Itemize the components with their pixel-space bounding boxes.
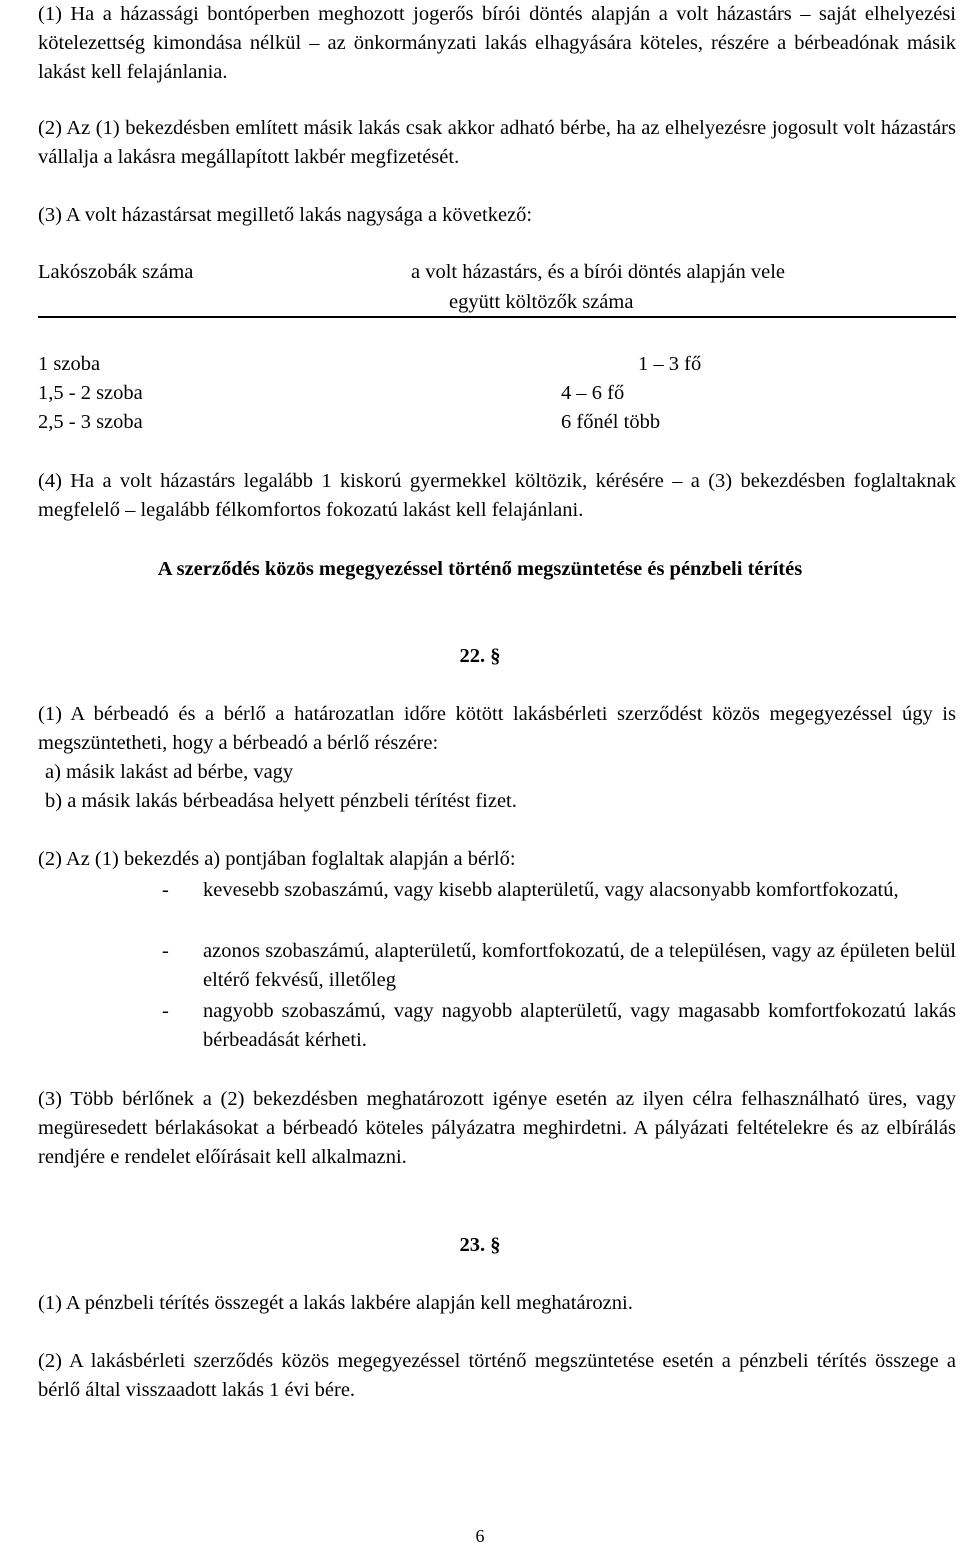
rooms-cell: 2,5 - 3 szoba (38, 411, 143, 433)
section-number-23: 23. § (459, 1234, 501, 1256)
col-header-persons-line1: a volt házastárs, és a bírói döntés alapján vele (411, 261, 785, 283)
paragraph-4: (4) Ha a volt házastárs legalább 1 kiskorú gyermekkel költözik, kérésére – a (3) bekezdésben foglaltaknak megfelelő – legalább félkomfortos fokozatú lakást kell felajánlani. (38, 470, 956, 521)
list-item-text: kevesebb szobaszámú, vagy kisebb alapterületű, vagy alacsonyabb komfortfokozatú, (203, 879, 899, 901)
dash-bullet: - (162, 1000, 169, 1022)
list-item (162, 997, 956, 1055)
col-header-persons-line2: együtt költözők száma (449, 291, 634, 313)
page-number: 6 (475, 1526, 485, 1546)
s22-paragraph-1: (1) A bérbeadó és a bérlő a határozatlan időre kötött lakásbérleti szerződést közös megegyezéssel úgy is megszüntetheti, hogy a bérbeadó a bérlő részére: (38, 703, 956, 754)
s22-item-a: a) másik lakást ad bérbe, vagy (45, 761, 294, 783)
table-row (38, 379, 956, 408)
list-item (162, 937, 956, 995)
section-number-22: 22. § (459, 645, 501, 667)
table-row (38, 350, 956, 379)
s22-item-b: b) a másik lakás bérbeadása helyett pénzbeli térítést fizet. (45, 790, 517, 812)
list-item-text: azonos szobaszámú, alapterületű, komfortfokozatú, de a településen, vagy az épületen belül eltérő fekvésű, illetőleg (203, 940, 956, 991)
col-header-rooms: Lakószobák száma (38, 261, 194, 283)
list-item-text: nagyobb szobaszámú, vagy nagyobb alapterületű, vagy magasabb komfortfokozatú lakás bérbeadását kérheti. (203, 1000, 956, 1051)
s23-paragraph-1: (1) A pénzbeli térítés összegét a lakás lakbére alapján kell meghatározni. (38, 1292, 633, 1314)
s22-paragraph-3: (3) Több bérlőnek a (2) bekezdésben meghatározott igénye esetén az ilyen célra felhasználható üres, vagy megüresedett bérlakásokat a bérbeadó köteles pályázatra meghirdetni. A pályázati feltételekre és az elbírálás rendjére e rendelet előírásait kell alkalmazni. (38, 1088, 956, 1168)
persons-cell: 4 – 6 fő (561, 382, 625, 404)
rooms-cell: 1,5 - 2 szoba (38, 382, 143, 404)
dash-bullet: - (162, 879, 169, 901)
table-header-rule (38, 316, 956, 318)
s22-paragraph-2: (2) Az (1) bekezdés a) pontjában foglaltak alapján a bérlő: (38, 848, 516, 870)
rooms-cell: 1 szoba (38, 353, 101, 375)
persons-cell: 6 főnél több (561, 411, 661, 433)
section-heading: A szerződés közös megegyezéssel történő megszüntetése és pénzbeli térítés (157, 558, 803, 580)
table-row (38, 408, 956, 437)
s23-paragraph-2: (2) A lakásbérleti szerződés közös megegyezéssel történő megszüntetése esetén a pénzbeli térítés összege a bérlő által visszaadott lakás 1 évi bére. (38, 1350, 956, 1401)
dash-bullet: - (162, 940, 169, 962)
persons-cell: 1 – 3 fő (638, 353, 702, 375)
paragraph-3: (3) A volt házastársat megillető lakás nagysága a következő: (38, 204, 533, 226)
paragraph-1: (1) Ha a házassági bontóperben meghozott jogerős bírói döntés alapján a volt házastárs – saját elhelyezési kötelezettség kimondása nélkül – az önkormányzati lakás elhagyására köteles, részére a bérbeadónak másik lakást kell felajánlania. (38, 3, 956, 83)
list-item (162, 876, 956, 905)
paragraph-2: (2) Az (1) bekezdésben említett másik lakás csak akkor adható bérbe, ha az elhelyezésre jogosult volt házastárs vállalja a lakásra megállapított lakbér megfizetését. (38, 117, 956, 168)
